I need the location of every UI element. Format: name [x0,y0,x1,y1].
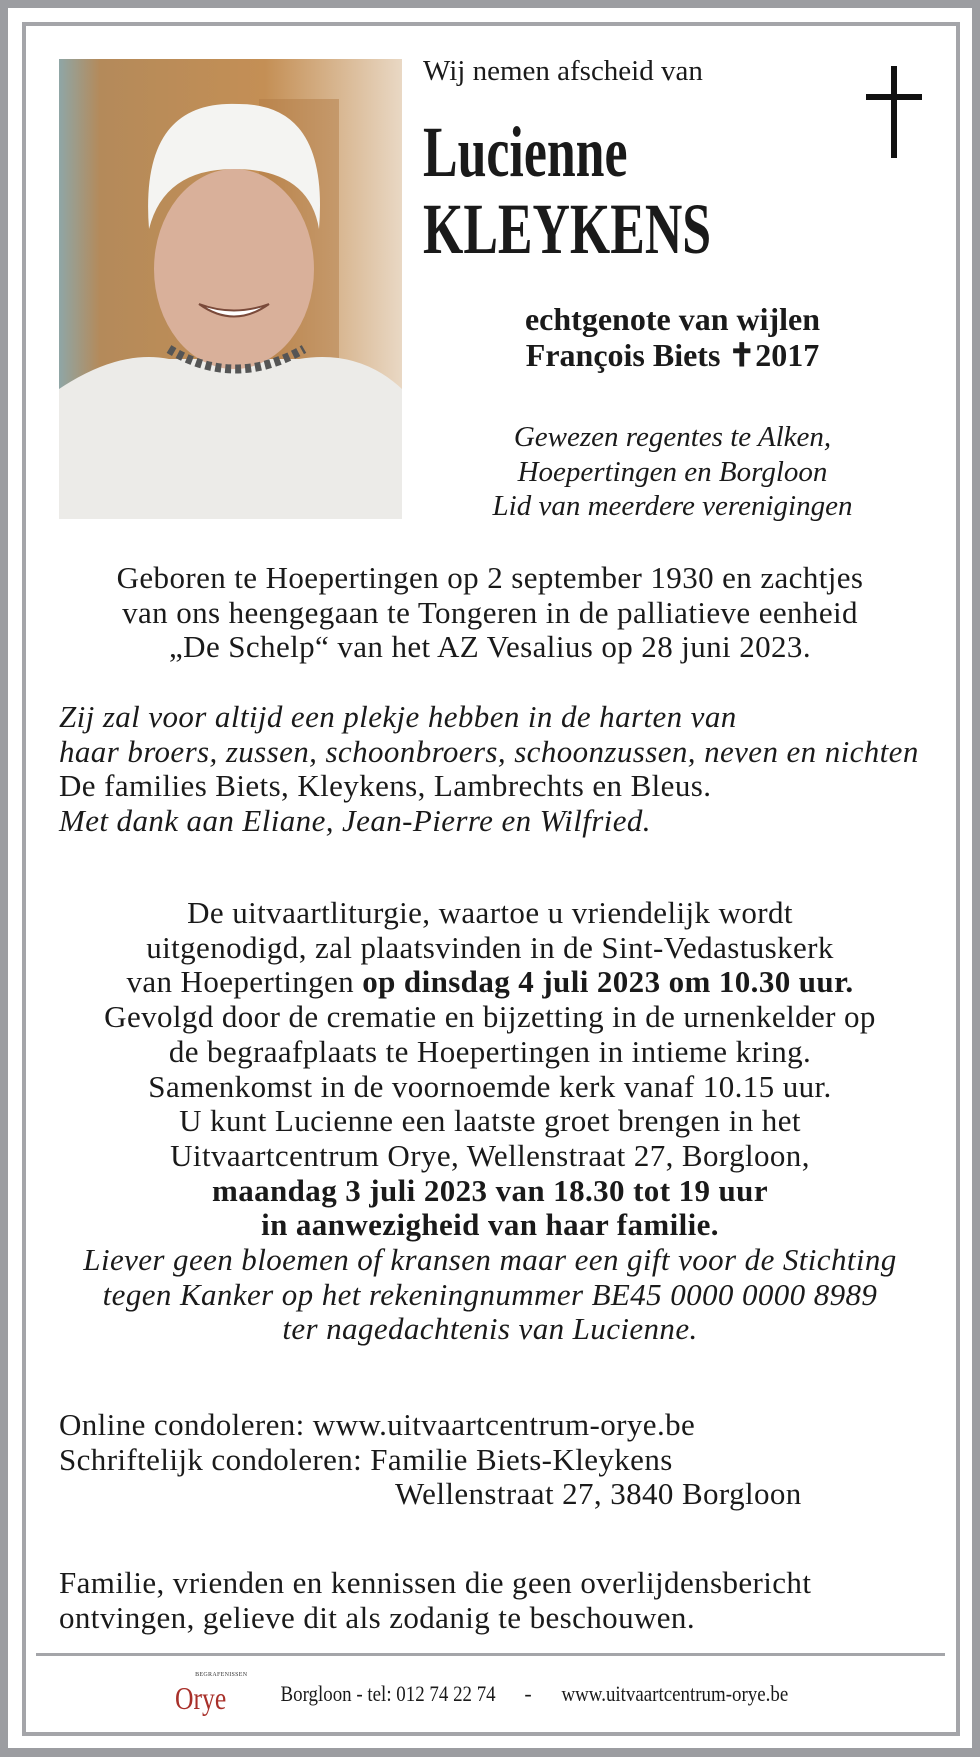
birth-line: Geboren te Hoepertingen op 2 september 1930 en zachtjes [116,560,864,595]
closing-block [59,1566,811,1635]
service-line: Samenkomst in de voornoemde kerk vanaf 10.15 uur. [148,1068,832,1104]
closing-line: ontvingen, gelieve dit als zodanig te beschouwen. [59,1599,695,1635]
role-line: Gewezen regentes te Alken, [513,421,832,453]
service-date: op dinsdag 4 juli 2023 om 10.30 uur. [362,964,854,1000]
birth-line: „De Schelp“ van het AZ Vesalius op 28 juni 2023. [169,629,811,665]
closing-line: Familie, vrienden en kennissen die geen overlijdensbericht [59,1565,812,1600]
family-block [59,700,919,839]
footer [0,1672,980,1716]
intro-text: Wij nemen afscheid van [423,55,703,87]
families-line: De families Biets, Kleykens, Lambrechts en Bleus. [59,768,712,804]
logo-subtext: BEGRAFENISSEN [195,1672,248,1678]
birth-line: van ons heengegaan te Tongeren in de palliatieve eenheid [122,594,858,630]
service-block [0,896,980,1347]
footer-website[interactable]: www.uitvaartcentrum-orye.be [561,1681,789,1706]
service-line: de begraafplaats te Hoepertingen in intieme kring. [168,1033,812,1069]
service-line: uitgenodigd, zal plaatsvinden in de Sint-Vedastuskerk [146,929,834,965]
birth-block [0,561,980,665]
donation-line: tegen Kanker op het rekeningnummer BE45 0000 0000 8989 [102,1276,878,1312]
written-address: Wellenstraat 27, 3840 Borgloon [395,1476,802,1512]
footer-divider [36,1653,945,1656]
condolences-block [59,1408,802,1512]
roles-block [440,420,905,524]
service-line: Gevolgd door de crematie en bijzetting in de urnenkelder op [104,999,876,1035]
spouse-line: echtgenote van wijlen [524,301,821,337]
cross-icon [891,66,897,158]
footer-separator: - [524,1681,532,1706]
donation-line: Liever geen bloemen of kransen maar een gift voor de Stichting [83,1242,897,1278]
orye-logo [173,1672,247,1716]
role-line: Hoepertingen en Borgloon [517,455,828,488]
cross-icon-bar [866,94,922,100]
written-condolences: Schriftelijk condoleren: Familie Biets-Kleykens [59,1441,673,1477]
family-line: haar broers, zussen, schoonbroers, schoonzussen, neven en nichten [59,733,919,769]
visitation-note: in aanwezigheid van haar familie. [261,1207,719,1243]
visitation-date: maandag 3 juli 2023 van 18.30 tot 19 uur [212,1172,768,1208]
family-line: Zij zal voor altijd een plekje hebben in de harten van [59,699,737,734]
service-line: De uitvaartliturgie, waartoe u vriendelijk wordt [187,895,793,930]
logo-text: Orye [175,1680,227,1716]
service-line: Uitvaartcentrum Orye, Wellenstraat 27, Borgloon, [170,1137,810,1173]
role-line: Lid van meerdere verenigingen [492,490,853,523]
online-condolences: Online condoleren: www.uitvaartcentrum-orye.be [59,1407,696,1442]
service-line [0,965,980,1000]
spouse-block [440,301,905,373]
footer-contact: Borgloon - tel: 012 74 22 74 [280,1681,496,1706]
spouse-line: François Biets ✝2017 [525,337,820,373]
donation-line: ter nagedachtenis van Lucienne. [282,1311,698,1347]
thanks-line: Met dank aan Eliane, Jean-Pierre en Wilfried. [59,803,651,839]
service-text: van Hoepertingen [126,964,363,1000]
service-line: U kunt Lucienne een laatste groet brengen in het [179,1103,801,1139]
portrait-photo [59,59,402,519]
last-name: KLEYKENS [423,189,712,269]
first-name: Lucienne [423,112,628,192]
